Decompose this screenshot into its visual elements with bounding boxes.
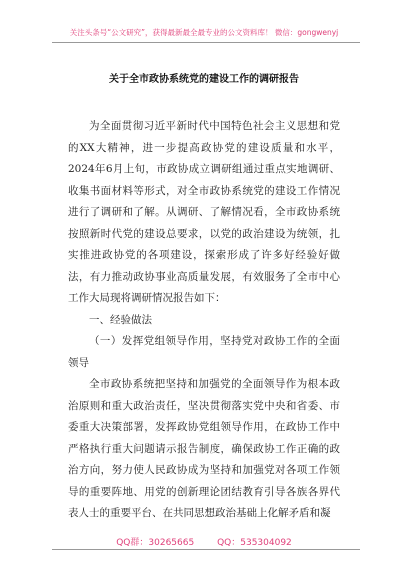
footer-divider bbox=[52, 549, 360, 550]
footer-contact bbox=[0, 535, 408, 548]
subsection-heading: （一）发挥党组领导作用，坚持党对政协工作的全面领导 bbox=[68, 335, 340, 369]
intro-paragraph: 为全面贯彻习近平新时代中国特色社会主义思想和党的XX大精神，进一步提高政协党的建设质量和水平，2024年6月上旬，市政协成立调研组通过重点实地调研、收集书面材料等形式，对全市政协系统党的建设工作情况进行了调研和了解。从调研、了解情况看，全市政协系统按照新时代党的建设总要求，以党的政治建设为统领，扎实推进政协党的各项建设，探索形成了许多好经验好做法，有力推动政协事业高质量发展，有效服务了全市中心工作大局现将调研情况报告如下： bbox=[68, 120, 340, 304]
header-divider bbox=[52, 42, 360, 43]
body-paragraph: 全市政协系统把坚持和加强党的全面领导作为根本政治原则和重大政治责任，坚决贯彻落实党中央和省委、市委重大决策部署，发挥政协党组领导作用，在政协工作中严格执行重大问题请示报告制度，确保政协工作正确的政治方向，努力使人民政协成为坚持和加强党对各项工作领导的重要阵地、用党的创新理论团结教育引导各族各界代表人士的重要平台、在共同思想政治基础上化解矛盾和凝 bbox=[68, 378, 340, 519]
header-notice: 关注头条号“公文研究”，获得最新最全最专业的公文资料库！ 微信：gongwenyj bbox=[69, 28, 339, 37]
document-body bbox=[68, 116, 340, 525]
footer-qq-group: QQ群：30265665 bbox=[116, 538, 195, 548]
footer-qq: QQ：535304092 bbox=[217, 538, 292, 548]
section-heading: 一、经验做法 bbox=[89, 313, 152, 326]
document-title: 关于全市政协系统党的建设工作的调研报告 bbox=[109, 74, 299, 85]
